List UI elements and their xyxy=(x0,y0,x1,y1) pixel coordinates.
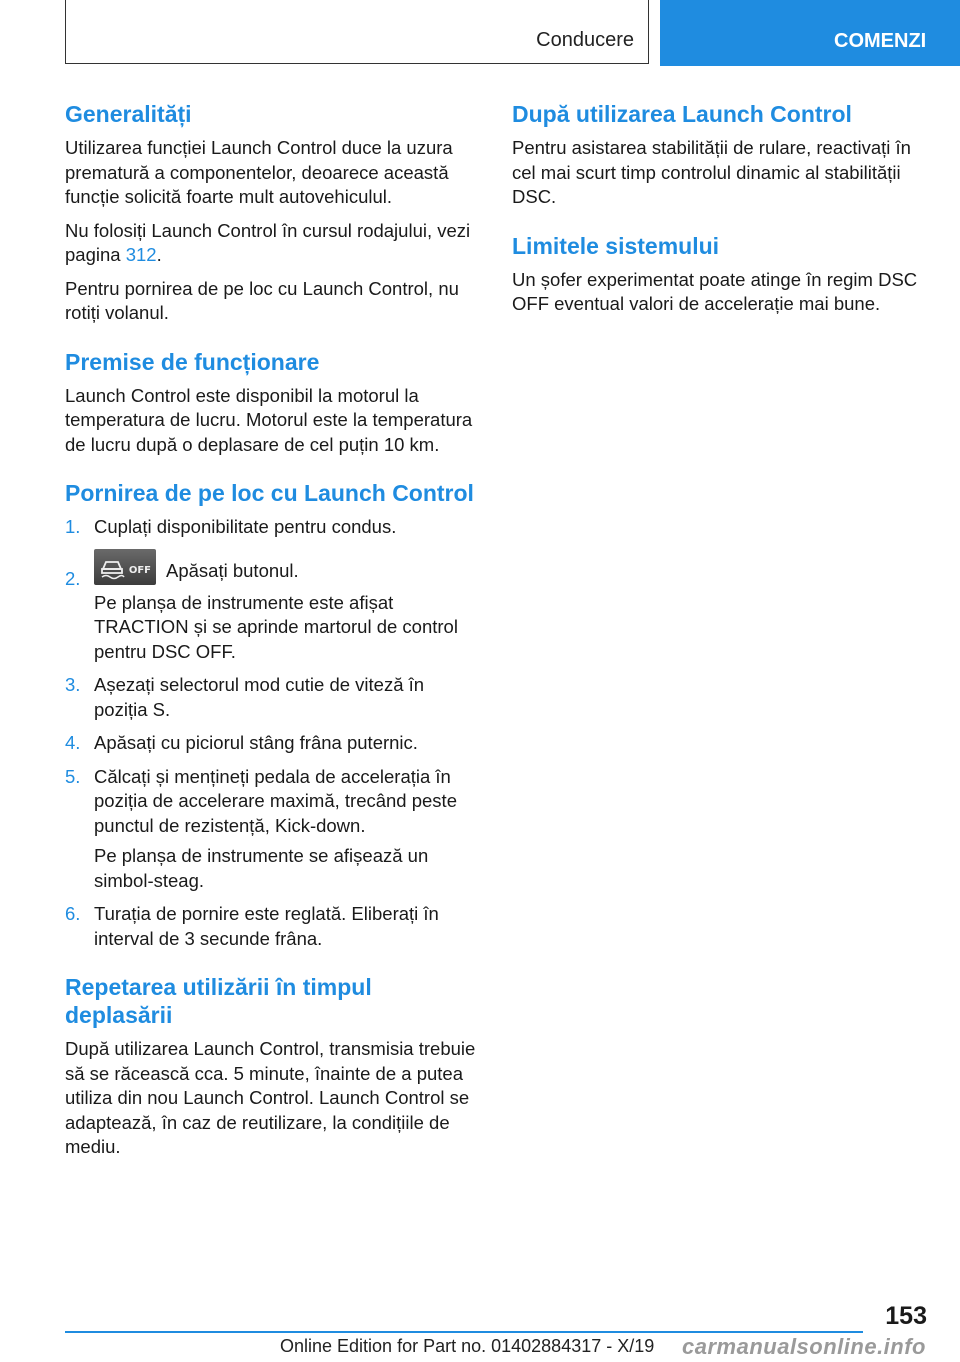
step-text: Apăsați cu piciorul stâng frâna puternic. xyxy=(94,732,418,753)
footer-edition: Online Edition for Part no. 01402884317 - X/19 xyxy=(280,1336,655,1356)
dsc-off-button-label: OFF xyxy=(128,564,151,576)
step-text xyxy=(94,549,479,585)
paragraph: Utilizarea funcției Launch Control duce la uzura prematură a componentelor, deoarece această funcție solicită foarte mult autovehiculul. xyxy=(65,137,453,207)
section-title: Premise de funcționare xyxy=(65,348,320,375)
paragraph: Un șofer experimentat poate atinge în regim DSC OFF eventual valori de accelerație mai bune. xyxy=(512,268,918,314)
dsc-off-button-icon xyxy=(94,549,156,585)
list-item xyxy=(65,515,479,540)
list-item xyxy=(65,549,479,665)
step-text: Așezați selectorul mod cutie de viteză în poziția S. xyxy=(94,674,425,720)
step-number: 4. xyxy=(65,732,81,753)
section-title: După utilizarea Launch Control xyxy=(512,101,852,127)
step-number: 6. xyxy=(65,903,81,924)
footer-divider xyxy=(65,1331,863,1333)
steps-list xyxy=(65,515,479,951)
step-number: 2. xyxy=(65,567,81,589)
step-number: 3. xyxy=(65,674,81,695)
header-section-title: Conducere xyxy=(536,29,634,51)
page-number: 153 xyxy=(885,1302,927,1330)
list-item xyxy=(65,673,479,722)
watermark: carmanualsonline.info xyxy=(682,1334,926,1359)
step-text: Călcați și mențineți pedala de accelerația în poziția de accelerare maximă, trecând peste punctul de rezistență, Kick-down. xyxy=(94,765,457,836)
header-chapter-label: COMENZI xyxy=(834,30,927,52)
step-note: Pe planșa de instrumente se afișează un simbol-steag. xyxy=(94,845,429,891)
section-generalitati xyxy=(65,100,479,326)
list-item xyxy=(65,765,479,894)
paragraph: După utilizarea Launch Control, transmisia trebuie să se răcească cca. 5 minute, înainte de a putea utiliza din nou Launch Control. Launch Control se adaptează, în caz de reutilizare, la condițiile de mediu. xyxy=(65,1038,476,1157)
header-chapter-tab[interactable] xyxy=(660,0,960,66)
step-text-label: Apăsați butonul. xyxy=(166,559,299,581)
step-text: Cuplați disponibilitate pentru condus. xyxy=(94,516,397,537)
paragraph-text: . xyxy=(156,244,162,265)
list-item xyxy=(65,731,479,756)
section-title: Generalități xyxy=(65,101,192,127)
page-reference-link[interactable]: 312 xyxy=(125,244,157,265)
section-premise xyxy=(65,348,479,458)
paragraph-text: Nu folosiți Launch Control în cursul rodajului, vezi pagina xyxy=(65,219,471,265)
section-title: Pornirea de pe loc cu Launch Control xyxy=(65,480,474,506)
section-title: Limitele sistemului xyxy=(512,232,720,259)
paragraph xyxy=(65,219,479,268)
step-number: 1. xyxy=(65,516,81,537)
section-title: Repetarea utilizării în timpul deplasării xyxy=(65,974,372,1028)
section-limitele xyxy=(512,232,918,317)
right-column xyxy=(512,100,918,339)
left-column xyxy=(65,100,479,1182)
paragraph: Pentru pornirea de pe loc cu Launch Control, nu rotiți volanul. xyxy=(65,277,459,323)
list-item xyxy=(65,902,479,951)
paragraph: Pentru asistarea stabilității de rulare, reactivați în cel mai scurt timp controlul dinamic al stabilității DSC. xyxy=(512,137,911,207)
section-repetarea xyxy=(65,973,479,1160)
step-note: Pe planșa de instrumente este afișat TRACTION și se aprinde martorul de control pentru DSC OFF. xyxy=(94,591,458,662)
paragraph: Launch Control este disponibil la motorul la temperatura de lucru. Motorul este la temperatura de lucru după o deplasare de cel puțin 10 km. xyxy=(65,384,473,455)
section-dupa-utilizarea xyxy=(512,100,918,210)
section-pornirea xyxy=(65,479,479,951)
step-number: 5. xyxy=(65,765,81,787)
step-text: Turația de pornire este reglată. Eliberați în interval de 3 secunde frâna. xyxy=(94,903,439,949)
